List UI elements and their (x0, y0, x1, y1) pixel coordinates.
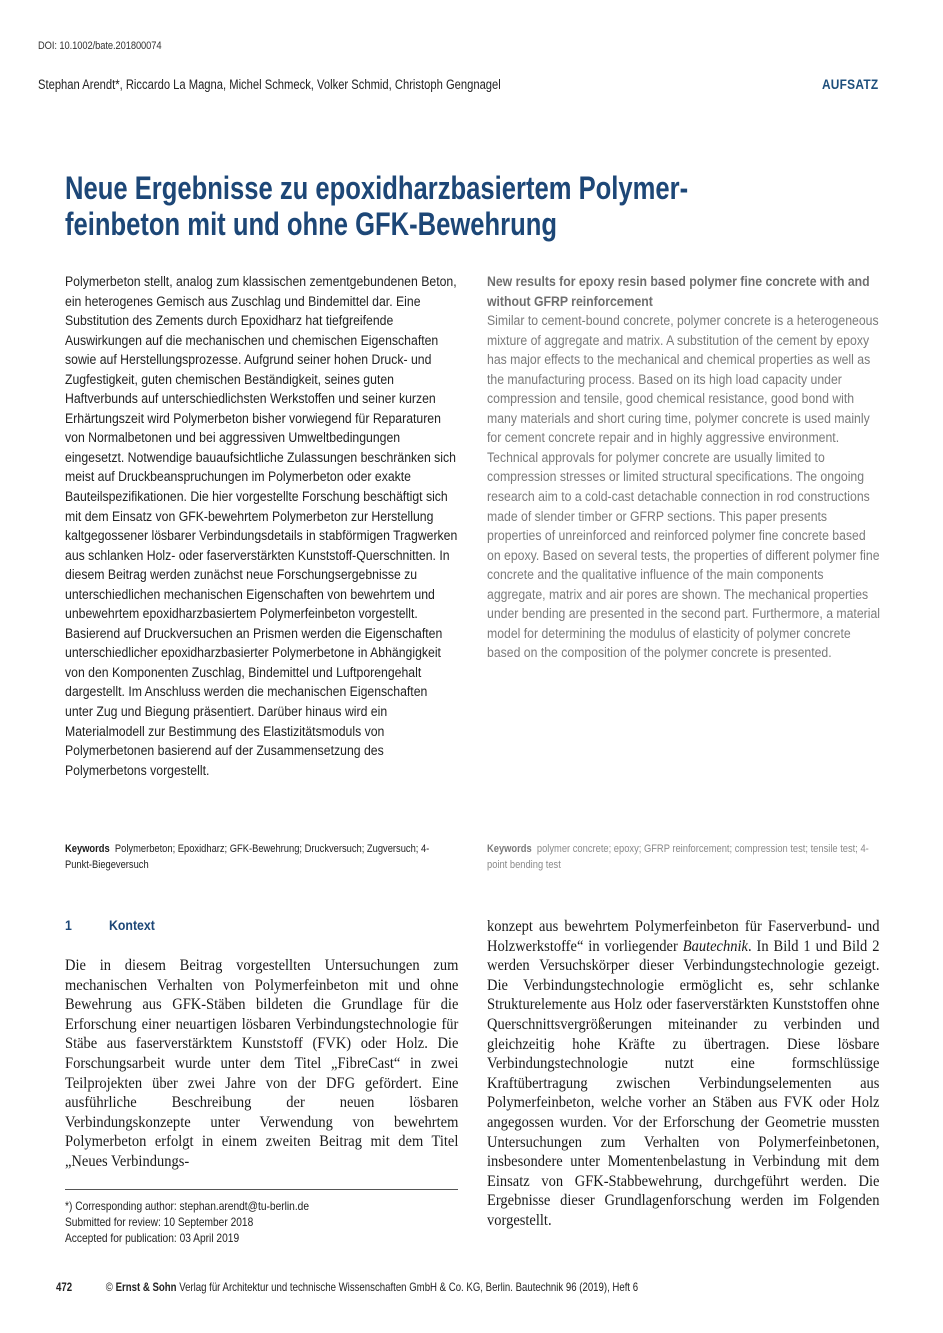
copyright-symbol: © (105, 1281, 116, 1294)
body-paragraph: Die in diesem Beitrag vorgestellten Untersuchungen zum mechanischen Verhalten von Polymerfeinbeton mit und ohne Bewehrung aus GFK-Stäben bildeten die Grundlage für die Erforschung einer neuartigen lösbaren Verbindungstechnologie für Stäbe aus faserverstärktem Kunststoff (FVK) oder Holz. Die Forschungsarbeit wurde unter dem Titel „FibreCast“ in zwei Teilprojekten über zwei Jahre von der DFG gefördert. Eine ausführliche Beschreibung der neuen lösbaren Verbindungskonzepte unter Verwendung von bewehrtem Polymerbeton erfolgt in einem zweiten Beitrag mit dem Titel „Neues Verbindungs- (65, 957, 459, 1170)
abstract-english (487, 272, 882, 663)
body-text: . In Bild 1 und Bild 2 werden Versuchskörper dieser Verbindungstechnologie gezeigt. Die Verbindungstechnologie ermöglicht es, sehr schlanke Strukturelemente aus Holz oder faserverstärkten Kunststoffen ohne Querschnittsvergrößerungen miteinander zu verbinden und gleichzeitig hohe Kräfte zu übertragen. Diese lösbare Verbindungstechnologie nutzt eine formschlüssige Kraftübertragung zwischen Verbindungselementen aus Polymerfeinbeton, welche vorher an Stäben aus FVK oder Holz angegossen wurden. Vor der Erforschung der Geometrie mussten Untersuchungen zum Verhalten von Polymerfeinbetonen, insbesondere unter Momentenbelastung in Verbindung mit dem Einsatz von GFK-Stabbewehrung, durchgeführt werden. Die Ergebnisse dieser Grundlagenforschung werden im Folgenden vorgestellt. (487, 937, 880, 1229)
accepted-date: Accepted for publication: 03 April 2019 (65, 1232, 240, 1245)
title-line-2: feinbeton mit und ohne GFK-Bewehrung (65, 206, 558, 242)
section-number: 1 (65, 917, 72, 933)
keywords-english (487, 841, 887, 873)
footnote-divider (65, 1189, 458, 1190)
abstract-german-text: Polymerbeton stellt, analog zum klassischen zementgebundenen Beton, ein heterogenes Gemisch aus Zuschlag und Bindemittel dar. Eine Substitution des Zements durch Epoxidharz hat tiefgreifende Auswirkungen auf die mechanischen und chemischen Eigenschaften sowie auf Herstellungsprozesse. Aufgrund seiner hohen Druck- und Zugfestigkeit, guten chemischen Beständigkeit, seines guten Haftverbunds auf unterschiedlichsten Werkstoffen und seiner kurzen Erhärtungszeit wird Polymerbeton bisher vorwiegend für Reparaturen von Normalbetonen und bei aggressiven Umweltbedingungen eingesetzt. Notwendige bauaufsichtliche Zulassungen beschränken sich meist auf Druckbeanspruchungen im Polymerbeton oder exakte Bauteilspezifikationen. Die hier vorgestellte Forschung beschäftigt sich mit dem Einsatz von GFK-bewehrtem Polymerbeton zur Herstellung kaltgegossener lösbarer Verbindungsdetails in stabförmigen Tragwerken aus schlanken Holz- oder faserverstärkten Kunststoff-Querschnitten. In diesem Beitrag werden zunächst neue Forschungsergebnisse zu unterschiedlichen mechanischen Eigenschaften von bewehrtem und unbewehrtem epoxidharzbasiertem Polymerfeinbeton vorgestellt. Basierend auf Druckversuchen an Prismen werden die Eigenschaften unterschiedlicher epoxidharzbasierter Polymerbetone in Abhängigkeit von den Komponenten Zuschlag, Bindemittel und Luftporengehalt dargestellt. Im Anschluss werden die mechanischen Eigenschaften unter Zug und Biegung präsentiert. Darüber hinaus wird ein Materialmodell zur Bestimmung des Elastizitätsmoduls von Polymerbetonen basierend auf der Zusammensetzung des Polymerbetons vorgestellt. (65, 274, 458, 778)
keywords-label: Keywords (65, 843, 110, 855)
section-heading (65, 917, 155, 933)
footer-citation: Verlag für Architektur und technische Wissenschaften GmbH & Co. KG, Berlin. Bautechnik 96 (2019), Heft 6 (176, 1281, 639, 1294)
article-title (65, 170, 721, 242)
keywords-english-text: polymer concrete; epoxy; GFRP reinforcement; compression test; tensile test; 4-point bending test (487, 843, 869, 871)
body-paragraph (487, 917, 879, 1231)
footnotes (65, 1199, 309, 1247)
section-tag: AUFSATZ (821, 76, 878, 92)
abstract-english-title: New results for epoxy resin based polymer fine concrete with and without GFRP reinforcement (487, 274, 870, 309)
body-text: konzept aus bewehrtem Polymerfeinbeton für Faserverbund- und Holzwerkstoffe“ in vorliegender (487, 918, 880, 955)
abstract-english-text: Similar to cement-bound concrete, polymer concrete is a heterogeneous mixture of aggregate and matrix. A substitution of the cement by epoxy has major effects to the mechanical and chemical properties as well as the manufacturing process. Based on its high load capacity under compression and tensile, good chemical resistance, good bond with many materials and short curing time, polymer concrete is used mainly for cement concrete repair and in highly aggressive environment. Technical approvals for polymer concrete are usually limited to compression stresses or limited structural specifications. The ongoing research aim to a cold-cast detachable connection in rod constructions made of slender timber or GFRP sections. This paper presents properties of unreinforced and reinforced polymer fine concrete based on epoxy. Based on several tests, the properties of different polymer fine concrete and the qualitative influence of the main components aggregate, matrix and air pores are shown. The mechanical properties under bending are presented in the second part. Furthermore, a material model for determining the modulus of elasticity of polymer concrete based on the composition of the polymer concrete is presented. (487, 313, 880, 661)
body-column-right (487, 917, 879, 1231)
publisher-name: Ernst & Sohn (115, 1281, 177, 1294)
abstract-german (65, 272, 458, 780)
author-list: Stephan Arendt*, Riccardo La Magna, Michel Schmeck, Volker Schmid, Christoph Gengnagel (38, 77, 501, 92)
page-footer (56, 1281, 638, 1294)
title-line-1: Neue Ergebnisse zu epoxidharzbasiertem Polymer- (65, 170, 689, 206)
submitted-date: Submitted for review: 10 September 2018 (65, 1216, 254, 1229)
keywords-german (65, 841, 439, 873)
doi: DOI: 10.1002/bate.201800074 (38, 40, 162, 52)
journal-name: Bautechnik (682, 937, 748, 955)
keywords-german-text: Polymerbeton; Epoxidharz; GFK-Bewehrung; Druckversuch; Zugversuch; 4-Punkt-Biegeversuch (65, 843, 430, 871)
keywords-label: Keywords (487, 843, 532, 855)
section-title: Kontext (109, 917, 155, 933)
corresponding-author: *) Corresponding author: stephan.arendt@tu-berlin.de (65, 1200, 310, 1213)
body-column-left (65, 956, 458, 1172)
page-number: 472 (56, 1281, 73, 1294)
